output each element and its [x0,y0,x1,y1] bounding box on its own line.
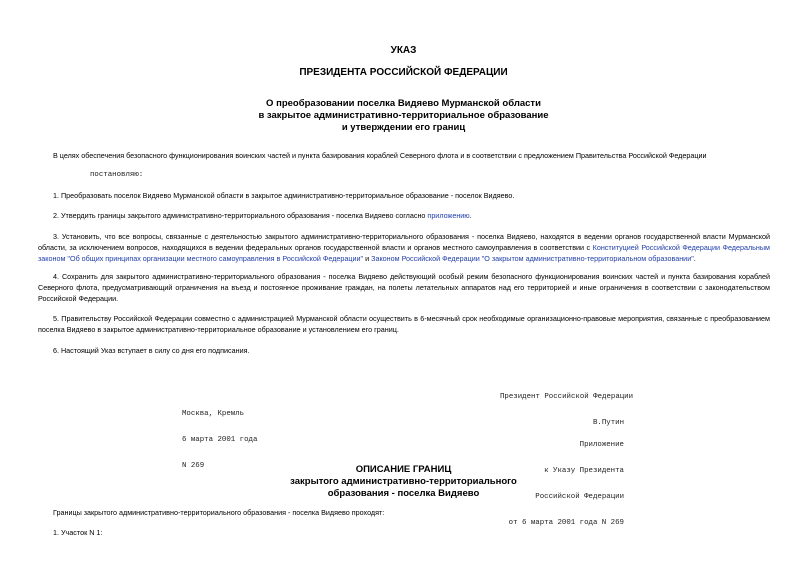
paragraph-1: 1. Преобразовать поселок Видяево Мурманской области в закрытое административно-территориальное образование - поселок Видяево. [53,191,515,200]
paragraph-3 [38,231,770,264]
description-title [0,461,807,500]
description-title-line: образования - поселка Видяево [327,488,480,499]
paragraph-4: 4. Сохранить для закрытого административно-территориального образования - поселка Видяево действующий особый режим безопасного функционирования воинских частей и пункта базирования кораблей Северного флота, предусматривающий ограничения на въезд и постоянное проживание граждан, на полеты летательных аппаратов над его территорией и иные ограничения в соответствии с законодательством Российской Федерации. [38,272,770,303]
zato-law-link[interactable]: Законом Российской Федерации "О закрытом административно-территориальном образовании" [371,254,694,263]
appendix-link[interactable]: приложению [427,211,470,220]
decree-issuer: ПРЕЗИДЕНТА РОССИЙСКОЙ ФЕДЕРАЦИИ [299,67,508,78]
paragraph-3-and: и [363,254,372,263]
signature-name: В.Путин [592,418,624,427]
preamble: В целях обеспечения безопасного функционирования воинских частей и пункта базирования кораблей Северного флота и в соответствии с предложением Правительства Российской Федерации [53,151,707,160]
decree-word: постановляю: [90,171,144,179]
description-title-line: ОПИСАНИЕ ГРАНИЦ [355,464,452,475]
decree-subtitle [0,98,807,134]
subtitle-line: О преобразовании поселка Видяево Мурманской области [266,98,541,109]
paragraph-3-text: 3. Установить, что все вопросы, связанные с деятельностью закрытого административно-территориального образования - поселка Видяево, находятся в ведении органов государственной власти Мурманской области, за исключением вопросов, находящихся в ведении федеральных органов государственной власти и органов местного самоуправления в соответствии с [38,232,770,252]
date: 6 марта 2001 года [182,435,258,444]
paragraph-6: 6. Настоящий Указ вступает в силу со дня его подписания. [53,346,250,355]
paragraph-2-text: 2. Утвердить границы закрытого административно-территориального образования - поселка Видяево согласно [53,211,428,220]
description-intro: Границы закрытого административно-территориального образования - поселка Видяево проходят: [53,508,385,517]
decree-number: N 269 [182,461,205,470]
appendix-ref: к Указу Президента [544,466,624,475]
paragraph-2-end: . [469,211,472,220]
signature-title: Президент Российской Федерации [500,393,634,402]
description-item-1: 1. Участок N 1: [53,528,103,537]
decree-title: УКАЗ [390,45,417,56]
description-title-line: закрытого административно-территориального [290,476,517,487]
place: Москва, Кремль [182,410,245,419]
appendix-label: Приложение [579,441,624,450]
appendix-ref: от 6 марта 2001 года N 269 [508,518,624,527]
paragraph-5: 5. Правительству Российской Федерации совместно с администрацией Мурманской области осуществить в 6-месячный срок необходимые организационно-правовые мероприятия, связанные с преобразованием поселка Видяево в закрытое административно-территориальное образование и установлением его границ. [38,314,770,334]
subtitle-line: в закрытое административно-территориальное образование [258,110,549,121]
paragraph-2 [38,210,770,221]
appendix-ref: Российской Федерации [535,492,624,501]
constitution-link[interactable]: Конституцией Российской Федерации [592,243,720,252]
paragraph-3-end: . [693,254,696,263]
federal-law-link[interactable]: Федеральным законом "Об общих принципах организации местного самоуправления в Российской Федерации" [38,243,770,263]
subtitle-line: и утверждении его границ [341,122,466,133]
